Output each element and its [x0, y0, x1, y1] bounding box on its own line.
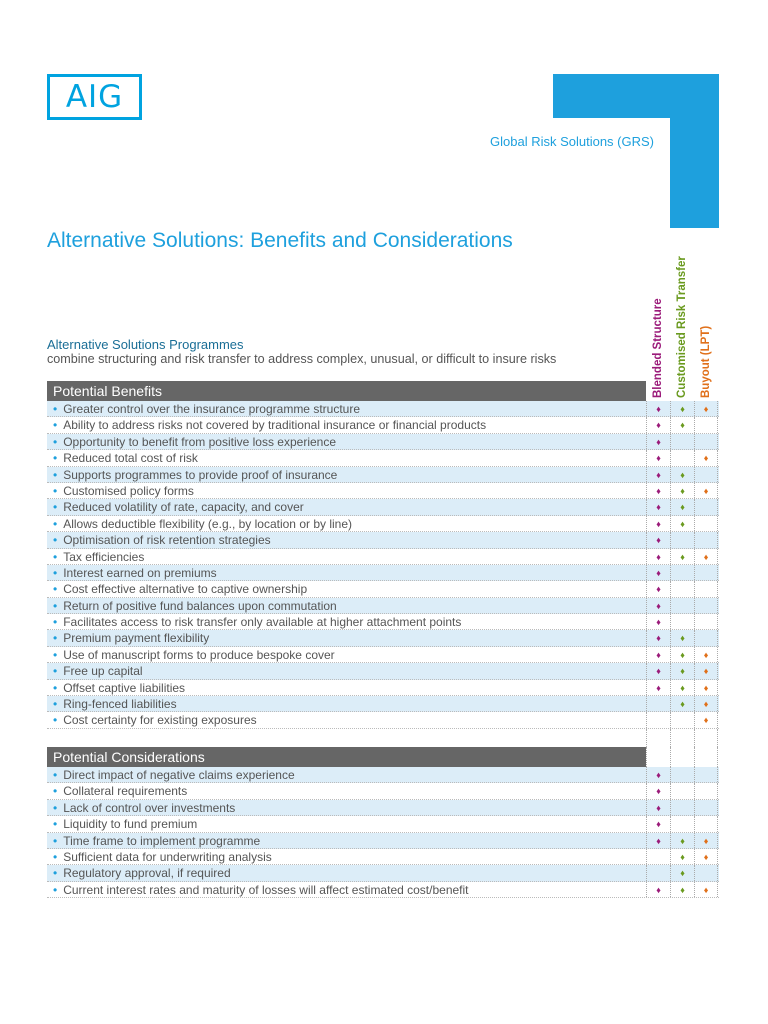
- row-label: [47, 630, 646, 645]
- row-text: Time frame to implement programme: [63, 833, 261, 848]
- table-row: [47, 849, 719, 865]
- mark-cell: [646, 783, 670, 798]
- mark-cell: [670, 532, 694, 547]
- corner-graphic-side: [670, 74, 719, 228]
- row-label: [47, 450, 646, 465]
- table-row: [47, 401, 719, 417]
- table-row: [47, 783, 719, 799]
- mark-cell: [694, 614, 718, 629]
- mark-cell: [646, 450, 670, 465]
- row-label: [47, 401, 646, 416]
- row-text: Supports programmes to provide proof of insurance: [63, 467, 338, 482]
- mark-cell: [694, 647, 718, 662]
- bullet-icon: •: [53, 549, 58, 564]
- row-text: Ring-fenced liabilities: [63, 697, 177, 712]
- bullet-icon: •: [53, 866, 58, 881]
- mark-cell: [646, 417, 670, 432]
- table-row: [47, 882, 719, 898]
- row-text: Use of manuscript forms to produce bespoke cover: [63, 647, 335, 662]
- row-text: Offset captive liabilities: [63, 680, 186, 695]
- mark-cell: [694, 833, 718, 848]
- diamond-icon: ♦: [680, 884, 685, 895]
- table-row: [47, 630, 719, 646]
- mark-cell: [670, 630, 694, 645]
- diamond-icon: ♦: [703, 649, 709, 660]
- mark-cell: [694, 767, 718, 782]
- row-text: Liquidity to fund premium: [63, 817, 198, 832]
- table-row: [47, 565, 719, 581]
- table-row: [47, 516, 719, 532]
- table-row: [47, 467, 719, 483]
- diamond-icon: ♦: [680, 502, 685, 513]
- mark-cell: [670, 767, 694, 782]
- mark-cell: [646, 614, 670, 629]
- table-row: [47, 450, 719, 466]
- row-text: Collateral requirements: [63, 784, 188, 799]
- diamond-icon: ♦: [656, 649, 661, 660]
- mark-cell: [694, 516, 718, 531]
- row-label: [47, 663, 646, 678]
- table-row: [47, 800, 719, 816]
- mark-cell: [670, 849, 694, 864]
- diamond-icon: ♦: [680, 518, 685, 529]
- mark-cell: [646, 581, 670, 596]
- table-row: [47, 767, 719, 783]
- mark-cell: [646, 401, 670, 416]
- diamond-icon: ♦: [703, 884, 709, 895]
- table-row: [47, 549, 719, 565]
- row-text: Allows deductible flexibility (e.g., by location or by line): [63, 516, 353, 531]
- table-row: [47, 598, 719, 614]
- mark-cell: [694, 549, 718, 564]
- row-text: Sufficient data for underwriting analysis: [63, 849, 272, 864]
- mark-cell: [646, 598, 670, 613]
- mark-cell: [670, 800, 694, 815]
- diamond-icon: ♦: [680, 404, 685, 414]
- mark-cell: [670, 401, 694, 416]
- diamond-icon: ♦: [656, 584, 661, 595]
- bullet-icon: •: [53, 582, 58, 597]
- mark-cell: [694, 712, 718, 727]
- row-label: [47, 816, 646, 831]
- row-label: [47, 434, 646, 449]
- bullet-icon: •: [53, 533, 58, 548]
- mark-cell: [670, 696, 694, 711]
- bullet-icon: •: [53, 697, 58, 712]
- mark-cell: [646, 680, 670, 695]
- row-text: Ability to address risks not covered by traditional insurance or financial products: [63, 418, 487, 433]
- bullet-icon: •: [53, 849, 58, 864]
- considerations-table: [47, 767, 719, 898]
- mark-cell: [670, 614, 694, 629]
- mark-cell: [670, 581, 694, 596]
- row-text: Tax efficiencies: [63, 549, 145, 564]
- diamond-icon: ♦: [680, 633, 685, 644]
- row-label: [47, 565, 646, 580]
- row-text: Interest earned on premiums: [63, 565, 217, 580]
- table-row: [47, 581, 719, 597]
- diamond-icon: ♦: [656, 551, 661, 562]
- mark-cell: [670, 882, 694, 897]
- row-text: Current interest rates and maturity of losses will affect estimated cost/benefit: [63, 882, 469, 897]
- mark-cell: [670, 680, 694, 695]
- mark-cell: [694, 499, 718, 514]
- mark-cell: [670, 417, 694, 432]
- diamond-icon: ♦: [656, 633, 661, 644]
- mark-cell: [694, 565, 718, 580]
- bullet-icon: •: [53, 784, 58, 799]
- mark-cell: [670, 450, 694, 465]
- programmes-heading: Alternative Solutions Programmes: [47, 337, 244, 352]
- row-label: [47, 833, 646, 848]
- row-text: Free up capital: [63, 664, 143, 679]
- mark-cell: [670, 663, 694, 678]
- diamond-icon: ♦: [703, 715, 709, 726]
- table-row: [47, 833, 719, 849]
- row-text: Lack of control over investments: [63, 800, 236, 815]
- diamond-icon: ♦: [656, 485, 661, 496]
- diamond-icon: ♦: [656, 453, 661, 464]
- bullet-icon: •: [53, 565, 58, 580]
- mark-cell: [694, 581, 718, 596]
- diamond-icon: ♦: [703, 851, 709, 862]
- mark-cell: [646, 565, 670, 580]
- mark-cell: [646, 849, 670, 864]
- mark-cell: [670, 833, 694, 848]
- column-headers: [646, 240, 718, 398]
- bullet-icon: •: [53, 768, 58, 782]
- diamond-icon: ♦: [656, 770, 661, 780]
- table-row: [47, 614, 719, 630]
- mark-cell: [694, 800, 718, 815]
- column-header-buyout-lpt: Buyout (LPT): [700, 325, 712, 398]
- table-row: [47, 647, 719, 663]
- mark-cell: [694, 663, 718, 678]
- row-label: [47, 499, 646, 514]
- row-text: Direct impact of negative claims experience: [63, 768, 295, 782]
- diamond-icon: ♦: [656, 884, 661, 895]
- bullet-icon: •: [53, 680, 58, 695]
- bullet-icon: •: [53, 483, 58, 498]
- mark-cell: [646, 630, 670, 645]
- mark-cell: [670, 467, 694, 482]
- bullet-icon: •: [53, 800, 58, 815]
- mark-cell: [646, 882, 670, 897]
- mark-cell: [670, 598, 694, 613]
- row-text: Reduced total cost of risk: [63, 451, 198, 466]
- diamond-icon: ♦: [656, 404, 661, 414]
- bullet-icon: •: [53, 516, 58, 531]
- diamond-icon: ♦: [680, 699, 685, 710]
- bullet-icon: •: [53, 418, 58, 433]
- diamond-icon: ♦: [703, 699, 709, 710]
- aig-logo: AIG: [47, 74, 142, 120]
- mark-cell: [646, 532, 670, 547]
- bullet-icon: •: [53, 713, 58, 728]
- diamond-icon: ♦: [656, 786, 661, 797]
- row-label: [47, 647, 646, 662]
- mark-cell: [694, 680, 718, 695]
- mark-cell: [694, 783, 718, 798]
- mark-cell: [694, 849, 718, 864]
- row-label: [47, 865, 646, 880]
- bullet-icon: •: [53, 467, 58, 482]
- row-label: [47, 467, 646, 482]
- diamond-icon: ♦: [656, 518, 661, 529]
- diamond-icon: ♦: [680, 666, 685, 677]
- row-label: [47, 712, 646, 727]
- table-row: [47, 865, 719, 881]
- mark-cell: [646, 483, 670, 498]
- diamond-icon: ♦: [680, 682, 685, 693]
- row-label: [47, 581, 646, 596]
- row-text: Facilitates access to risk transfer only available at higher attachment points: [63, 615, 462, 630]
- mark-cell: [670, 434, 694, 449]
- diamond-icon: ♦: [656, 617, 661, 628]
- row-text: Cost effective alternative to captive ownership: [63, 582, 308, 597]
- diamond-icon: ♦: [656, 469, 661, 480]
- mark-cell: [646, 647, 670, 662]
- row-label: [47, 549, 646, 564]
- diamond-icon: ♦: [703, 551, 709, 562]
- bullet-icon: •: [53, 817, 58, 832]
- bullet-icon: •: [53, 882, 58, 897]
- benefits-section-header: Potential Benefits: [47, 381, 646, 401]
- table-row: [47, 816, 719, 832]
- programmes-description: combine structuring and risk transfer to address complex, unusual, or difficult to insure risks: [47, 352, 557, 366]
- bullet-icon: •: [53, 500, 58, 515]
- mark-cell: [694, 467, 718, 482]
- bullet-icon: •: [53, 598, 58, 613]
- row-label: [47, 417, 646, 432]
- mark-cell: [694, 816, 718, 831]
- mark-cell: [694, 882, 718, 897]
- bullet-icon: •: [53, 631, 58, 646]
- row-text: Regulatory approval, if required: [63, 866, 231, 881]
- mark-cell: [694, 417, 718, 432]
- row-label: [47, 532, 646, 547]
- mark-cell: [670, 647, 694, 662]
- subtitle: Global Risk Solutions (GRS): [490, 134, 654, 149]
- mark-cell: [646, 499, 670, 514]
- diamond-icon: ♦: [656, 420, 661, 431]
- row-label: [47, 614, 646, 629]
- table-row: [47, 712, 719, 728]
- table-row: [47, 417, 719, 433]
- row-text: Opportunity to benefit from positive loss experience: [63, 434, 337, 449]
- diamond-icon: ♦: [656, 819, 661, 830]
- mark-cell: [694, 865, 718, 880]
- considerations-section-header: Potential Considerations: [47, 747, 646, 767]
- mark-cell: [670, 499, 694, 514]
- mark-cell: [670, 565, 694, 580]
- row-label: [47, 680, 646, 695]
- row-text: Reduced volatility of rate, capacity, and cover: [63, 500, 304, 515]
- benefits-table: [47, 401, 719, 729]
- diamond-icon: ♦: [656, 802, 661, 813]
- mark-cell: [670, 483, 694, 498]
- diamond-icon: ♦: [680, 469, 685, 480]
- table-row: [47, 499, 719, 515]
- mark-cell: [646, 712, 670, 727]
- diamond-icon: ♦: [680, 835, 685, 846]
- mark-cell: [646, 434, 670, 449]
- diamond-icon: ♦: [656, 666, 661, 677]
- row-label: [47, 882, 646, 897]
- diamond-icon: ♦: [703, 666, 709, 677]
- row-label: [47, 767, 646, 782]
- row-label: [47, 783, 646, 798]
- mark-cell: [694, 434, 718, 449]
- diamond-icon: ♦: [680, 485, 685, 496]
- diamond-icon: ♦: [703, 404, 709, 414]
- bullet-icon: •: [53, 615, 58, 630]
- mark-cell: [646, 865, 670, 880]
- column-header-blended-structure: Blended Structure: [652, 298, 664, 398]
- mark-cell: [694, 598, 718, 613]
- mark-cell: [694, 630, 718, 645]
- bullet-icon: •: [53, 451, 58, 466]
- mark-cell: [646, 767, 670, 782]
- bullet-icon: •: [53, 402, 58, 416]
- table-row: [47, 434, 719, 450]
- mark-cell: [646, 467, 670, 482]
- considerations-header-cells: [646, 747, 719, 767]
- table-row: [47, 532, 719, 548]
- mark-cell: [646, 696, 670, 711]
- mark-cell: [646, 833, 670, 848]
- row-label: [47, 516, 646, 531]
- diamond-icon: ♦: [680, 551, 685, 562]
- diamond-icon: ♦: [703, 835, 709, 846]
- mark-cell: [670, 516, 694, 531]
- table-row: [47, 680, 719, 696]
- row-text: Return of positive fund balances upon commutation: [63, 598, 337, 613]
- mark-cell: [646, 816, 670, 831]
- mark-cell: [670, 549, 694, 564]
- row-text: Greater control over the insurance programme structure: [63, 402, 360, 416]
- table-row: [47, 663, 719, 679]
- mark-cell: [646, 549, 670, 564]
- diamond-icon: ♦: [680, 868, 685, 879]
- diamond-icon: ♦: [656, 535, 661, 546]
- row-label: [47, 598, 646, 613]
- table-row: [47, 483, 719, 499]
- diamond-icon: ♦: [680, 420, 685, 431]
- row-text: Cost certainty for existing exposures: [63, 713, 257, 728]
- diamond-icon: ♦: [656, 600, 661, 611]
- diamond-icon: ♦: [703, 682, 709, 693]
- row-label: [47, 849, 646, 864]
- table-row: [47, 696, 719, 712]
- mark-cell: [694, 532, 718, 547]
- column-header-customised-risk-transfer: Customised Risk Transfer: [676, 256, 688, 398]
- mark-cell: [670, 816, 694, 831]
- row-label: [47, 483, 646, 498]
- diamond-icon: ♦: [656, 502, 661, 513]
- bullet-icon: •: [53, 833, 58, 848]
- diamond-icon: ♦: [656, 567, 661, 578]
- row-label: [47, 800, 646, 815]
- row-text: Optimisation of risk retention strategies: [63, 533, 271, 548]
- mark-cell: [646, 663, 670, 678]
- table-gap: [646, 729, 719, 747]
- diamond-icon: ♦: [703, 453, 709, 464]
- diamond-icon: ♦: [680, 851, 685, 862]
- page-title: Alternative Solutions: Benefits and Considerations: [47, 229, 513, 252]
- bullet-icon: •: [53, 647, 58, 662]
- diamond-icon: ♦: [656, 682, 661, 693]
- mark-cell: [670, 865, 694, 880]
- mark-cell: [694, 401, 718, 416]
- mark-cell: [694, 483, 718, 498]
- mark-cell: [646, 800, 670, 815]
- diamond-icon: ♦: [680, 649, 685, 660]
- row-text: Customised policy forms: [63, 483, 194, 498]
- mark-cell: [646, 516, 670, 531]
- diamond-icon: ♦: [656, 835, 661, 846]
- mark-cell: [694, 696, 718, 711]
- row-text: Premium payment flexibility: [63, 631, 210, 646]
- diamond-icon: ♦: [656, 436, 661, 447]
- mark-cell: [694, 450, 718, 465]
- mark-cell: [670, 783, 694, 798]
- diamond-icon: ♦: [703, 485, 709, 496]
- row-label: [47, 696, 646, 711]
- mark-cell: [670, 712, 694, 727]
- bullet-icon: •: [53, 664, 58, 679]
- bullet-icon: •: [53, 434, 58, 449]
